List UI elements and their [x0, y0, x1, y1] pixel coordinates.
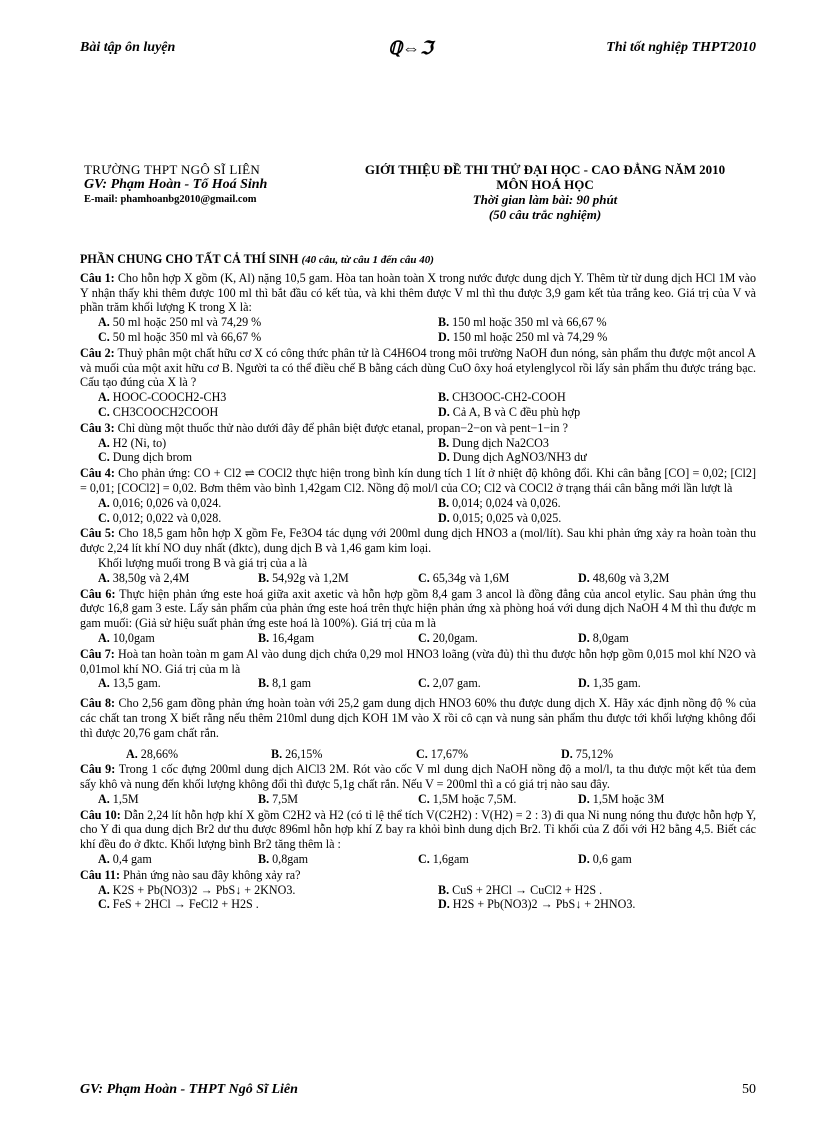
question-text: Cho 2,56 gam đồng phản ứng hoàn toàn với 25,2 gam dung dịch HNO3 60% thu được dung dịch X. Hãy xác định nồng độ % của các chất tan trong X biết rằng nếu thêm 210ml dung dịch KOH 1M vào X rồi cô cạn và nung sản phẩm thu được tới khối lượng không đổi thì được 20,76 gam chất rắn.: [80, 696, 757, 740]
option-text: 38,50g và 2,4M: [112, 570, 190, 585]
option-key: D.: [438, 404, 450, 419]
option-text: 0,8gam: [272, 852, 309, 867]
exam-title-block: [330, 162, 760, 222]
option-text: 0,012; 0,022 và 0,028.: [112, 510, 222, 525]
option-key: C.: [416, 746, 428, 761]
question-stem: [80, 696, 756, 740]
question-number: Câu 1:: [80, 270, 115, 285]
option-text: CH3OOC-CH2-COOH: [452, 390, 566, 405]
email: E-mail: phamhoanbg2010@gmail.com: [84, 194, 257, 205]
option-key: D.: [438, 329, 450, 344]
option-key: A.: [98, 495, 110, 510]
option-d[interactable]: [561, 747, 711, 762]
option-key: B.: [258, 676, 270, 691]
option-c[interactable]: [98, 897, 438, 912]
option-text: HOOC-COOCH2-CH3: [112, 390, 227, 405]
school-name: TRƯỜNG THPT NGÔ SĨ LIÊN: [84, 162, 261, 177]
option-c[interactable]: [416, 747, 561, 762]
question-stem: [80, 868, 756, 883]
options: [80, 631, 756, 646]
option-key: C.: [418, 676, 430, 691]
option-key: D.: [438, 510, 450, 525]
option-key: D.: [578, 791, 590, 806]
option-text: CH3COOCH2COOH: [112, 404, 219, 419]
option-d[interactable]: [578, 792, 754, 807]
option-text: Cả A, B và C đều phù hợp: [452, 404, 581, 419]
question-subtext: Khối lượng muối trong B và giá trị của a là: [98, 555, 308, 570]
question: [80, 526, 756, 585]
question-number: Câu 11:: [80, 867, 120, 882]
option-b[interactable]: [438, 496, 774, 511]
options: [80, 883, 756, 913]
option-key: B.: [271, 746, 283, 761]
school-block: [84, 162, 267, 207]
option-key: B.: [438, 315, 450, 330]
exam-title: GIỚI THIỆU ĐỀ THI THỬ ĐẠI HỌC - CAO ĐẲNG NĂM 2010: [364, 162, 726, 177]
option-key: D.: [438, 897, 450, 912]
option-b[interactable]: [438, 390, 774, 405]
header-left: Bài tập ôn luyện: [80, 40, 176, 55]
option-key: C.: [98, 450, 110, 465]
section-heading: [80, 252, 756, 268]
option-c[interactable]: [418, 792, 578, 807]
page-number: 50: [742, 1082, 756, 1097]
option-b[interactable]: [271, 747, 416, 762]
option-d[interactable]: [578, 631, 754, 646]
option-key: B.: [258, 852, 270, 867]
option-key: B.: [438, 390, 450, 405]
option-key: A.: [98, 630, 110, 645]
options: [80, 676, 756, 691]
option-d[interactable]: [438, 511, 774, 526]
option-key: B.: [258, 570, 270, 585]
option-b[interactable]: [438, 436, 774, 451]
exam-subject: MÔN HOÁ HỌC: [496, 177, 594, 192]
option-c[interactable]: [418, 852, 578, 867]
option-d[interactable]: [438, 897, 774, 912]
option-key: C.: [98, 329, 110, 344]
option-text: 65,34g và 1,6M: [432, 570, 510, 585]
option-key: C.: [98, 897, 110, 912]
option-key: A.: [98, 435, 110, 450]
question-number: Câu 5:: [80, 526, 115, 541]
option-a[interactable]: [98, 676, 258, 691]
option-text: 1,5M: [112, 791, 139, 806]
option-c[interactable]: [418, 676, 578, 691]
question-stem: [80, 466, 756, 496]
option-d[interactable]: [438, 330, 774, 345]
question-stem: [80, 587, 756, 631]
option-b[interactable]: [258, 852, 418, 867]
question-number: Câu 8:: [80, 696, 116, 711]
question-number: Câu 2:: [80, 345, 115, 360]
option-key: A.: [126, 746, 138, 761]
option-text: 150 ml hoặc 350 ml và 66,67 %: [452, 315, 607, 330]
option-a[interactable]: [98, 792, 258, 807]
question-text: Phản ứng nào sau đây không xảy ra?: [123, 867, 301, 882]
option-text: 17,67%: [430, 746, 469, 761]
question: [80, 696, 756, 761]
question: [80, 271, 756, 345]
question-text: Cho hỗn hợp X gồm (K, Al) nặng 10,5 gam. Hòa tan hoàn toàn X trong nước được dung dịch Y. Thêm từ từ dung dịch HCl 1M vào Y nhận thấy khi thêm được 100 ml thì bắt đầu có kết tủa, và khi thêm được V ml thì thu được 3,9 gam kết tủa trắng keo. Giá trị của V và phần trăm khối lượng K trong X là:: [80, 270, 756, 315]
option-c[interactable]: [98, 511, 438, 526]
option-key: D.: [578, 676, 590, 691]
teacher-name: GV: Phạm Hoàn - Tổ Hoá Sinh: [84, 177, 268, 192]
question-number: Câu 7:: [80, 646, 115, 661]
option-key: A.: [98, 390, 110, 405]
question-text: Cho 18,5 gam hỗn hợp X gồm Fe, Fe3O4 tác dụng với 200ml dung dịch HNO3 a (mol/lít). Sau khi phản ứng xảy ra hoàn toàn thu được 2,24 lít khí NO duy nhất (đktc), dung dịch B và 1,46 gam kim loại.: [80, 526, 757, 556]
option-key: A.: [98, 882, 110, 897]
option-text: 10,0gam: [112, 630, 155, 645]
option-key: B.: [258, 791, 270, 806]
option-d[interactable]: [578, 852, 754, 867]
options: [80, 436, 756, 466]
option-text: 13,5 gam.: [112, 676, 161, 691]
question-stem: [80, 526, 756, 556]
option-key: D.: [578, 852, 590, 867]
option-text: 150 ml hoặc 250 ml và 74,29 %: [452, 329, 608, 344]
option-c[interactable]: [418, 631, 578, 646]
footer-author: GV: Phạm Hoàn - THPT Ngô Sĩ Liên: [80, 1082, 298, 1097]
option-text: Dung dịch AgNO3/NH3 dư: [452, 450, 587, 465]
option-key: A.: [98, 852, 110, 867]
option-b[interactable]: [438, 883, 774, 898]
option-key: A.: [98, 570, 110, 585]
section-note: (40 câu, từ câu 1 đến câu 40): [301, 254, 434, 266]
option-text: 7,5M: [272, 791, 298, 806]
option-key: C.: [418, 852, 430, 867]
question-number: Câu 6:: [80, 586, 116, 601]
options: [80, 571, 756, 586]
option-a[interactable]: [98, 390, 438, 405]
section-title: PHẦN CHUNG CHO TẤT CẢ THÍ SINH: [80, 252, 299, 266]
option-text: 54,92g và 1,2M: [272, 570, 349, 585]
question-list: [80, 271, 756, 912]
option-key: A.: [98, 791, 110, 806]
option-key: B.: [438, 882, 450, 897]
option-text: 1,5M hoặc 3M: [592, 791, 665, 806]
question: [80, 346, 756, 420]
question-stem: [80, 808, 756, 852]
option-text: 2,07 gam.: [432, 676, 481, 691]
question: [80, 466, 756, 525]
option-text: CuS + 2HCl → CuCl2 + H2S .: [452, 882, 603, 897]
option-key: C.: [98, 510, 110, 525]
question-number: Câu 3:: [80, 420, 115, 435]
option-text: H2S + Pb(NO3)2 → PbS↓ + 2HNO3.: [452, 897, 636, 912]
question-text: Hoà tan hoàn toàn m gam Al vào dung dịch chứa 0,29 mol HNO3 loãng (vừa đủ) thì thu được hỗn hợp gồm 0,015 mol khí N2O và 0,01mol khí NO. Giá trị của m là: [80, 646, 757, 676]
option-text: 1,5M hoặc 7,5M.: [432, 791, 517, 806]
option-text: 0,4 gam: [112, 852, 152, 867]
option-text: 16,4gam: [272, 630, 315, 645]
option-text: FeS + 2HCl → FeCl2 + H2S .: [112, 897, 259, 912]
option-text: H2 (Ni, to): [112, 435, 167, 450]
question-stem: [80, 647, 756, 677]
option-d[interactable]: [438, 450, 774, 465]
question: [80, 587, 756, 646]
options: [80, 315, 756, 345]
option-key: B.: [438, 495, 450, 510]
option-a[interactable]: [98, 496, 438, 511]
option-b[interactable]: [258, 792, 418, 807]
option-c[interactable]: [98, 330, 438, 345]
option-text: 0,016; 0,026 và 0,024.: [112, 495, 222, 510]
option-text: Dung dịch brom: [112, 450, 193, 465]
option-c[interactable]: [98, 405, 438, 420]
option-text: 0,6 gam: [592, 852, 632, 867]
option-b[interactable]: [258, 571, 418, 586]
option-key: B.: [438, 435, 450, 450]
exam-time: Thời gian làm bài: 90 phút: [472, 192, 618, 207]
option-b[interactable]: [258, 631, 418, 646]
option-text: 0,015; 0,025 và 0,025.: [452, 510, 562, 525]
question-text: Thực hiện phản ứng este hoá giữa axit axetic và hỗn hợp gồm 8,4 gam 3 ancol là đồng đẳng của ancol etylic. Sau phản ứng thu được 16,8 gam 3 este. Lấy sản phẩm của phản ứng este hoá trên thực hiện phản ứng xà phòng hoá với dung dịch NaOH 4 M thì thu được m gam muối: (Giả sử hiệu suất phản ứng este hoá là 100%). Giá trị của m là: [80, 586, 757, 631]
options: [80, 496, 756, 526]
option-text: 8,0gam: [592, 630, 629, 645]
option-key: C.: [98, 404, 110, 419]
option-key: A.: [98, 676, 110, 691]
question-stem: [80, 762, 756, 792]
option-text: 8,1 gam: [272, 676, 312, 691]
option-key: A.: [98, 315, 110, 330]
question: [80, 868, 756, 912]
option-text: K2S + Pb(NO3)2 → PbS↓ + 2KNO3.: [112, 882, 296, 897]
question-number: Câu 10:: [80, 807, 121, 822]
question-stem: [80, 421, 756, 436]
option-text: 50 ml hoặc 350 ml và 66,67 %: [112, 329, 262, 344]
option-c[interactable]: [418, 571, 578, 586]
option-text: 1,6gam: [432, 852, 469, 867]
option-key: D.: [578, 570, 590, 585]
options: [80, 390, 756, 420]
option-a[interactable]: [126, 747, 271, 762]
option-d[interactable]: [438, 405, 774, 420]
option-text: 1,35 gam.: [592, 676, 641, 691]
option-a[interactable]: [98, 315, 438, 330]
question: [80, 647, 756, 691]
option-b[interactable]: [258, 676, 418, 691]
footer: [80, 1082, 756, 1102]
exam-body: [80, 252, 756, 912]
option-key: D.: [438, 450, 450, 465]
option-text: 20,0gam.: [432, 630, 478, 645]
header-right: Thi tốt nghiệp THPT2010: [606, 40, 756, 55]
option-key: C.: [418, 791, 430, 806]
option-text: 26,15%: [285, 746, 323, 761]
options: [80, 792, 756, 807]
question-text: Trong 1 cốc đựng 200ml dung dịch AlCl3 2M. Rót vào cốc V ml dung dịch NaOH nồng độ a mol/l, ta thu được một kết tủa đem sấy khô và nung đến khối lượng không đổi thì được 5,1g chất rắn. Nếu V = 200ml thì a có giá trị nào sau đây.: [80, 762, 756, 792]
exam-count: (50 câu trắc nghiệm): [488, 207, 602, 222]
question-number: Câu 9:: [80, 762, 116, 777]
option-text: Dung dịch Na2CO3: [452, 435, 549, 450]
question-text: Cho phản ứng: CO + Cl2 ⇌ COCl2 thực hiện trong bình kín dung tích 1 lít ở nhiệt độ không đổi. Khi cân bằng [CO] = 0,02; [Cl2] = 0,01; [COCl2] = 0,02. Bơm thêm vào bình 1,42gam Cl2. Nồng độ mol/l của CO; Cl2 và COCl2 ở trạng thái cân bằng mới lần lượt là: [80, 466, 756, 495]
question-text: Chỉ dùng một thuốc thử nào dưới đây để phân biệt được etanal, propan−2−on và pent−1−in ?: [117, 420, 568, 435]
question-number: Câu 4:: [80, 466, 115, 481]
option-text: 50 ml hoặc 250 ml và 74,29 %: [112, 315, 262, 330]
question: [80, 808, 756, 867]
question: [80, 762, 756, 806]
option-a[interactable]: [98, 571, 258, 586]
option-text: 48,60g và 3,2M: [592, 570, 670, 585]
question: [80, 421, 756, 465]
option-a[interactable]: [98, 852, 258, 867]
option-key: D.: [578, 630, 590, 645]
option-a[interactable]: [98, 631, 258, 646]
option-key: D.: [561, 746, 573, 761]
option-d[interactable]: [578, 571, 754, 586]
option-key: C.: [418, 570, 430, 585]
question-text: Dẫn 2,24 lít hỗn hợp khí X gồm C2H2 và H2 (có tỉ lệ thể tích V(C2H2) : V(H2) = 2 : 3) đi qua Ni nung nóng thu được hỗn hợp Y, cho Y đi qua dung dịch Br2 dư thu được 896ml hỗn hợp khí Z bay ra khỏi bình dung dịch Br2. Tỉ khối của Z đối với H2 bằng 4,5. Biết các khí đều đo ở đktc. Khối lượng bình Br2 tăng thêm là :: [80, 807, 757, 852]
option-text: 0,014; 0,024 và 0,026.: [452, 495, 561, 510]
option-a[interactable]: [98, 883, 438, 898]
option-a[interactable]: [98, 436, 438, 451]
option-key: C.: [418, 630, 430, 645]
option-text: 75,12%: [575, 746, 614, 761]
header-ornament: ℚ⇔ℑ: [388, 38, 433, 58]
option-c[interactable]: [98, 450, 438, 465]
option-text: 28,66%: [140, 746, 179, 761]
options: [80, 747, 756, 762]
option-d[interactable]: [578, 676, 754, 691]
option-key: B.: [258, 630, 270, 645]
option-b[interactable]: [438, 315, 774, 330]
question-stem: [80, 346, 756, 390]
question-text: Thuỷ phân một chất hữu cơ X có công thức phân tử là C4H6O4 trong môi trường NaOH đun nóng, sản phẩm thu được một ancol A và muối của một axit hữu cơ B. Người ta có thể điều chế B bằng cách dùng CuO ôxy hoá etylenglycol rồi lấy sản phẩm thu được tráng bạc. Cấu tạo đúng của X là ?: [80, 345, 756, 390]
question-stem: [80, 271, 756, 315]
options: [80, 852, 756, 867]
